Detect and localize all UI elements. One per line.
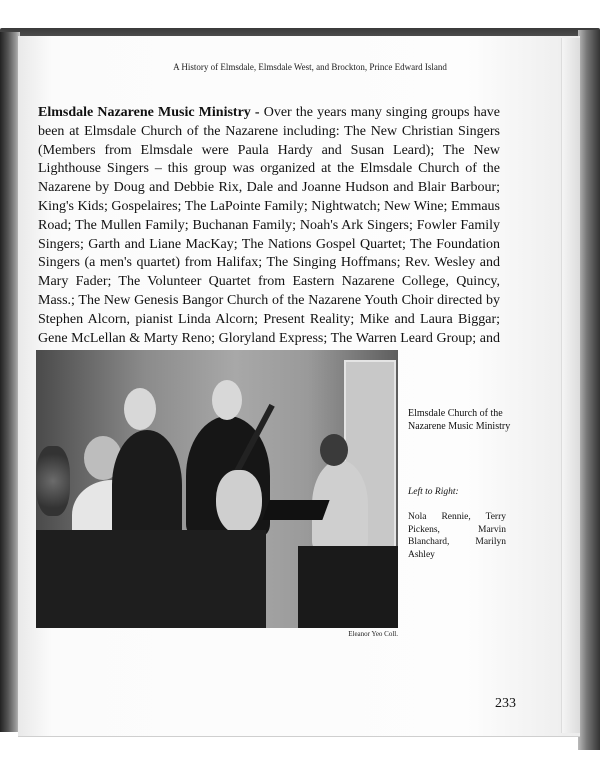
photo-head-2 [124,388,156,430]
book-spine-left [0,32,20,732]
photo-guitar [216,470,262,534]
book-edge-right [578,30,600,750]
running-head: A History of Elmsdale, Elmsdale West, and Brockton, Prince Edward Island [173,62,447,72]
photo-table [298,546,398,628]
photo-person-2 [112,430,182,540]
photo-plant [36,446,70,516]
photo-head-4 [320,434,348,466]
article-body: Over the years many singing groups have been at Elmsdale Church of the Nazarene including: The New Christian Singers (Members from Elmsdale were Paula Hardy and Susan Leard); The New Lighthouse Singers – this group was organized at the Elmsdale Church of the Nazarene by Doug and Debbie Rix, Dale and Joanne Hudson and Blair Barbour; King's Kids; Gospelaires; The LaPointe Family; Nightwatch; New Wine; Emmaus Road; The Mullen Family; Buchanan Family; Noah's Ark Singers; Fowler Family Singers; Garth and Liane MacKay; The Nations Gospel Quartet; The Foundation Singers (a men's quartet) from Halifax; The Singing Hoffmans; Rev. Wesley and Mary Fader; The Volunteer Quartet from Eastern Nazarene College, Quincy, Mass.; The New Genesis Bangor Church of the Nazarene Youth Choir directed by Stephen Alcorn, pianist Linda Alcorn; Present Reality; Mike and Laura Biggar; Gene McLellan & Marty Reno; Gloryland Express; The Warren Leard Group; and [38,105,500,346]
photo-credit: Eleanor Yeo Coll. [348,630,398,638]
caption-names: Nola Rennie, Terry Pickens, Marvin Blanchard, Marilyn Ashley [408,512,506,560]
caption-subtitle: Left to Right: [408,487,459,497]
caption-title: Elmsdale Church of the Nazarene Music Ministry [408,408,511,432]
article-paragraph [38,104,500,367]
photo-music-stand [262,500,329,520]
page-curl [561,38,580,733]
page-number: 233 [495,696,516,711]
photo-head-3 [212,380,242,420]
photo-piano [36,530,266,628]
music-ministry-photo [36,350,398,628]
article-heading: Elmsdale Nazarene Music Ministry - [38,105,260,120]
